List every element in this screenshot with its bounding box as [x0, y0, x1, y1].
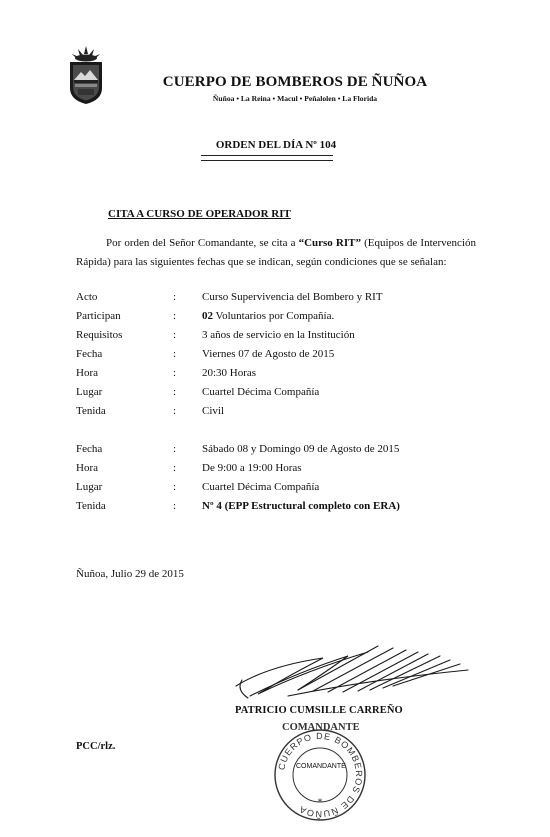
signer-role: COMANDANTE — [282, 722, 360, 733]
detail-colon: : — [173, 348, 177, 360]
detail-label: Acto — [76, 291, 98, 303]
detail-label: Hora — [76, 367, 98, 379]
detail-colon: : — [173, 329, 177, 341]
detail-label: Tenida — [76, 405, 106, 417]
intro-text-part1: Por orden del Señor Comandante, se cita a — [106, 237, 299, 249]
detail-colon: : — [173, 405, 177, 417]
official-seal-icon — [273, 728, 367, 822]
intro-course-name: “Curso RIT” — [298, 237, 361, 249]
detail-value: Curso Supervivencia del Bombero y RIT — [202, 291, 383, 303]
detail-label: Requisitos — [76, 329, 123, 341]
organization-name: CUERPO DE BOMBEROS DE ÑUÑOA — [162, 74, 428, 90]
signer-name: PATRICIO CUMSILLE CARREÑO — [235, 705, 403, 716]
stamp-star: * — [317, 797, 323, 807]
reference-initials: PCC/rlz. — [76, 741, 116, 752]
detail-colon: : — [173, 443, 177, 455]
detail-row-hora-2 — [76, 462, 476, 481]
detail-value — [202, 310, 334, 322]
detail-row-participan — [76, 310, 476, 329]
order-title-double-rule — [201, 155, 333, 161]
detail-row-tenida-2 — [76, 500, 476, 519]
intro-paragraph — [76, 234, 476, 272]
detail-row-lugar — [76, 386, 476, 405]
detail-row-fecha — [76, 348, 476, 367]
detail-label: Participan — [76, 310, 121, 322]
detail-value-bold: 02 — [202, 310, 213, 322]
detail-row-acto — [76, 291, 476, 310]
detail-value: Sábado 08 y Domingo 09 de Agosto de 2015 — [202, 443, 400, 455]
detail-value: Viernes 07 de Agosto de 2015 — [202, 348, 335, 360]
handwritten-signature-icon — [228, 636, 478, 706]
detail-row-fecha-2 — [76, 443, 476, 462]
detail-value-bold: Nº 4 (EPP Estructural completo con ERA) — [202, 500, 400, 512]
detail-label: Fecha — [76, 443, 103, 455]
intro-text-part2: (Equipos de Intervención Rápida) para las siguientes fechas que se indican, según condiciones que se señalan: — [76, 237, 476, 268]
detail-value: De 9:00 a 19:00 Horas — [202, 462, 302, 474]
detail-label: Tenida — [76, 500, 106, 512]
detail-value: 20:30 Horas — [202, 367, 257, 379]
detail-value: Cuartel Décima Compañía — [202, 481, 320, 493]
detail-colon: : — [173, 481, 177, 493]
detail-row-requisitos — [76, 329, 476, 348]
stamp-center-text: COMANDANTE — [296, 763, 346, 770]
detail-label: Lugar — [76, 386, 103, 398]
detail-value-rest: Voluntarios por Compañía. — [213, 310, 335, 322]
detail-colon: : — [173, 462, 177, 474]
place-and-date: Ñuñoa, Julio 29 de 2015 — [76, 568, 184, 580]
order-title: ORDEN DEL DÍA Nº 104 — [215, 139, 337, 151]
fire-brigade-crest-icon — [66, 44, 106, 106]
detail-row-lugar-2 — [76, 481, 476, 500]
detail-colon: : — [173, 500, 177, 512]
organization-communes: Ñuñoa • La Reina • Macul • Peñalolen • La Florida — [212, 94, 378, 103]
detail-row-tenida — [76, 405, 476, 424]
detail-colon: : — [173, 310, 177, 322]
detail-colon: : — [173, 291, 177, 303]
detail-label: Fecha — [76, 348, 103, 360]
stamp-ring-text: CUERPO DE BOMBEROS DE ÑUÑOA — [276, 730, 365, 820]
details-table — [76, 291, 476, 519]
detail-row-hora — [76, 367, 476, 386]
detail-value: Civil — [202, 405, 225, 417]
detail-label: Hora — [76, 462, 98, 474]
section-title: CITA A CURSO DE OPERADOR RIT — [108, 208, 291, 220]
detail-colon: : — [173, 367, 177, 379]
block-spacer — [76, 424, 476, 443]
detail-label: Lugar — [76, 481, 103, 493]
detail-colon: : — [173, 386, 177, 398]
detail-value: 3 años de servicio en la Institución — [202, 329, 355, 341]
detail-value: Cuartel Décima Compañía — [202, 386, 320, 398]
